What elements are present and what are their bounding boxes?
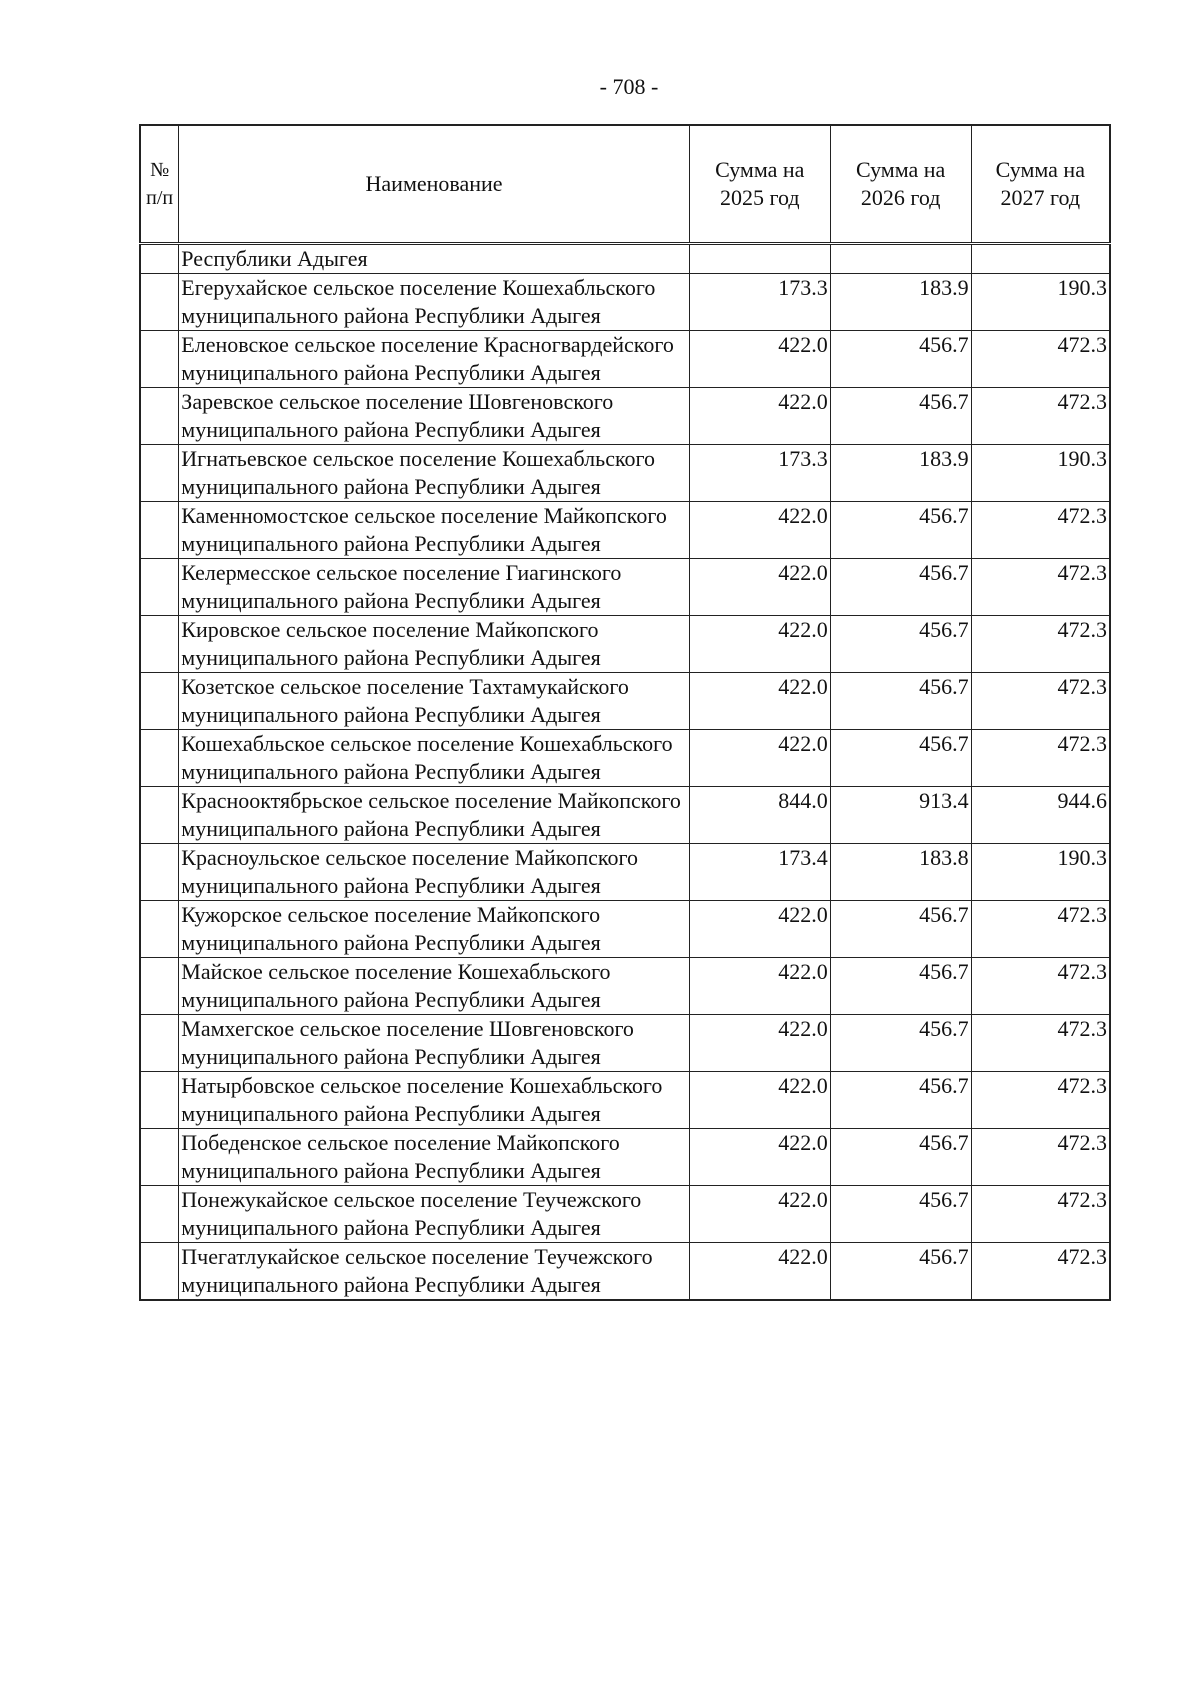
amount-2025: 422.0: [689, 616, 830, 673]
amount-2025: 422.0: [689, 901, 830, 958]
table-row: [140, 901, 1110, 958]
row-number: [140, 559, 179, 616]
amount-2025: 422.0: [689, 730, 830, 787]
amount-2026: 183.9: [830, 274, 971, 331]
amount-2027: 472.3: [971, 331, 1110, 388]
amount-2025: 173.4: [689, 844, 830, 901]
amount-2026: 456.7: [830, 901, 971, 958]
amount-2026: 456.7: [830, 958, 971, 1015]
amount-2027: 472.3: [971, 1243, 1110, 1301]
row-name: Республики Адыгея: [179, 244, 690, 274]
amount-2025: 844.0: [689, 787, 830, 844]
amount-2027: 944.6: [971, 787, 1110, 844]
table-row: [140, 1015, 1110, 1072]
table-row: [140, 1129, 1110, 1186]
row-name: Победенское сельское поселение Майкопского муниципального района Республики Адыгея: [179, 1129, 690, 1186]
amount-2027: 472.3: [971, 1129, 1110, 1186]
row-name: Каменномостское сельское поселение Майкопского муниципального района Республики Адыгея: [179, 502, 690, 559]
row-name: Понежукайское сельское поселение Теучежского муниципального района Республики Адыгея: [179, 1186, 690, 1243]
table-header: [140, 125, 1110, 244]
amount-2026: 456.7: [830, 1015, 971, 1072]
row-name: Егерухайское сельское поселение Кошехабльского муниципального района Республики Адыгея: [179, 274, 690, 331]
amount-2025: 422.0: [689, 1129, 830, 1186]
row-name: Кировское сельское поселение Майкопского муниципального района Республики Адыгея: [179, 616, 690, 673]
row-number: [140, 388, 179, 445]
row-name: Мамхегское сельское поселение Шовгеновского муниципального района Республики Адыгея: [179, 1015, 690, 1072]
header-sum-2025: Сумма на 2025 год: [689, 125, 830, 244]
amount-2026: 456.7: [830, 673, 971, 730]
row-name: Кошехабльское сельское поселение Кошехабльского муниципального района Республики Адыгея: [179, 730, 690, 787]
row-name: Краснооктябрьское сельское поселение Майкопского муниципального района Республики Адыгея: [179, 787, 690, 844]
amount-2026: 913.4: [830, 787, 971, 844]
row-name: Еленовское сельское поселение Красногвардейского муниципального района Республики Адыгея: [179, 331, 690, 388]
amount-2026: [830, 244, 971, 274]
table-row: [140, 274, 1110, 331]
amount-2025: 422.0: [689, 1072, 830, 1129]
row-number: [140, 1243, 179, 1301]
amount-2025: 422.0: [689, 673, 830, 730]
budget-table: [139, 124, 1111, 1301]
amount-2027: 472.3: [971, 559, 1110, 616]
table-row: [140, 616, 1110, 673]
amount-2027: 472.3: [971, 1015, 1110, 1072]
table-row: [140, 673, 1110, 730]
row-number: [140, 844, 179, 901]
amount-2026: 456.7: [830, 1072, 971, 1129]
amount-2026: 456.7: [830, 331, 971, 388]
page-number: - 708 -: [599, 74, 659, 99]
row-number: [140, 730, 179, 787]
row-name: Натырбовское сельское поселение Кошехабльского муниципального района Республики Адыгея: [179, 1072, 690, 1129]
amount-2026: 456.7: [830, 388, 971, 445]
amount-2025: 422.0: [689, 1243, 830, 1301]
amount-2025: 173.3: [689, 445, 830, 502]
amount-2026: 183.8: [830, 844, 971, 901]
amount-2025: 422.0: [689, 388, 830, 445]
table-row: [140, 331, 1110, 388]
amount-2025: 422.0: [689, 958, 830, 1015]
amount-2027: 472.3: [971, 958, 1110, 1015]
row-number: [140, 1015, 179, 1072]
row-name: Заревское сельское поселение Шовгеновского муниципального района Республики Адыгея: [179, 388, 690, 445]
row-number: [140, 1186, 179, 1243]
table-row: [140, 502, 1110, 559]
row-number: [140, 244, 179, 274]
amount-2025: 422.0: [689, 1186, 830, 1243]
row-name: Кужорское сельское поселение Майкопского муниципального района Республики Адыгея: [179, 901, 690, 958]
table-row: [140, 787, 1110, 844]
amount-2026: 456.7: [830, 502, 971, 559]
header-num: № п/п: [140, 125, 179, 244]
amount-2027: 190.3: [971, 445, 1110, 502]
row-name: Игнатьевское сельское поселение Кошехабльского муниципального района Республики Адыгея: [179, 445, 690, 502]
row-number: [140, 1072, 179, 1129]
amount-2027: 472.3: [971, 616, 1110, 673]
amount-2027: 472.3: [971, 1072, 1110, 1129]
amount-2027: 190.3: [971, 274, 1110, 331]
row-name: Красноульское сельское поселение Майкопского муниципального района Республики Адыгея: [179, 844, 690, 901]
amount-2025: 422.0: [689, 502, 830, 559]
table-row: [140, 1072, 1110, 1129]
row-number: [140, 274, 179, 331]
amount-2025: 422.0: [689, 559, 830, 616]
table-row: [140, 1243, 1110, 1301]
table-row: [140, 958, 1110, 1015]
row-number: [140, 787, 179, 844]
table-row: [140, 730, 1110, 787]
amount-2025: [689, 244, 830, 274]
table-row: [140, 244, 1110, 274]
amount-2026: 456.7: [830, 616, 971, 673]
amount-2027: 472.3: [971, 730, 1110, 787]
row-number: [140, 502, 179, 559]
header-sum-2026: Сумма на 2026 год: [830, 125, 971, 244]
table-row: [140, 445, 1110, 502]
amount-2025: 422.0: [689, 331, 830, 388]
amount-2027: 472.3: [971, 673, 1110, 730]
row-number: [140, 1129, 179, 1186]
row-name: Пчегатлукайское сельское поселение Теучежского муниципального района Республики Адыгея: [179, 1243, 690, 1301]
amount-2026: 456.7: [830, 1186, 971, 1243]
header-name: Наименование: [179, 125, 690, 244]
header-sum-2027: Сумма на 2027 год: [971, 125, 1110, 244]
amount-2026: 456.7: [830, 559, 971, 616]
row-name: Келермесское сельское поселение Гиагинского муниципального района Республики Адыгея: [179, 559, 690, 616]
row-number: [140, 901, 179, 958]
amount-2027: 472.3: [971, 901, 1110, 958]
table-row: [140, 559, 1110, 616]
row-name: Майское сельское поселение Кошехабльского муниципального района Республики Адыгея: [179, 958, 690, 1015]
row-number: [140, 616, 179, 673]
row-number: [140, 445, 179, 502]
table-body: [140, 244, 1110, 1301]
table-row: [140, 388, 1110, 445]
amount-2027: 472.3: [971, 388, 1110, 445]
amount-2027: 472.3: [971, 1186, 1110, 1243]
table-row: [140, 1186, 1110, 1243]
amount-2027: [971, 244, 1110, 274]
row-number: [140, 673, 179, 730]
amount-2027: 472.3: [971, 502, 1110, 559]
amount-2026: 456.7: [830, 1129, 971, 1186]
amount-2026: 456.7: [830, 730, 971, 787]
amount-2026: 183.9: [830, 445, 971, 502]
amount-2026: 456.7: [830, 1243, 971, 1301]
amount-2025: 173.3: [689, 274, 830, 331]
table-row: [140, 844, 1110, 901]
row-number: [140, 331, 179, 388]
row-number: [140, 958, 179, 1015]
amount-2025: 422.0: [689, 1015, 830, 1072]
row-name: Козетское сельское поселение Тахтамукайского муниципального района Республики Адыгея: [179, 673, 690, 730]
amount-2027: 190.3: [971, 844, 1110, 901]
